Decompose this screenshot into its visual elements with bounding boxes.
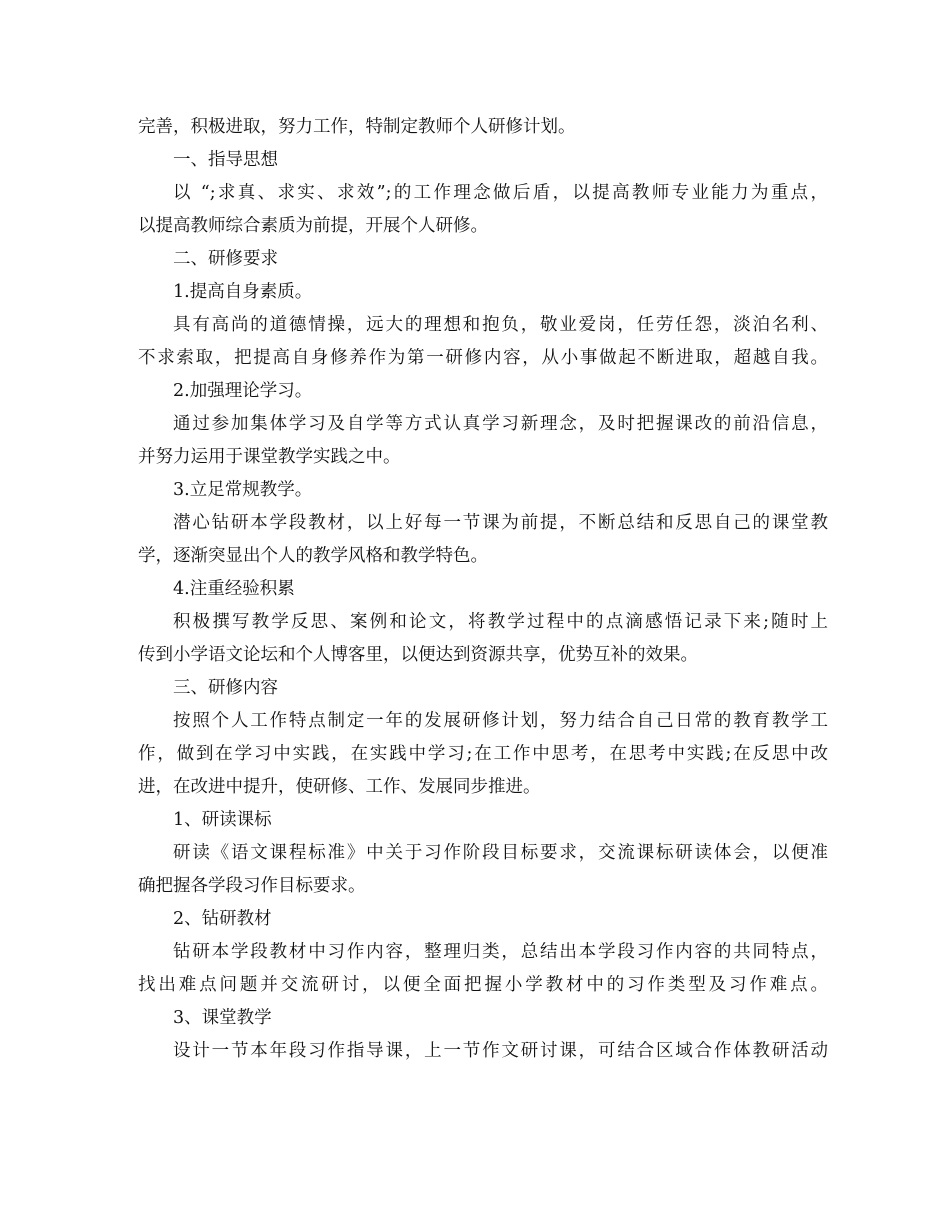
text-line: 1、研读课标: [173, 810, 272, 830]
text-line: 研读《语文课程标准》中关于习作阶段目标要求，交流课标研读体会，以便准: [173, 843, 828, 863]
text-line: 作，做到在学习中实践，在实践中学习;在工作中思考，在思考中实践;在反思中改: [138, 744, 828, 764]
text-line: 进，在改进中提升，使研修、工作、发展同步推进。: [138, 777, 541, 797]
text-line: 4.注重经验积累: [173, 579, 295, 599]
text-line: 以提高教师综合素质为前提，开展个人研修。: [138, 216, 488, 236]
text-line: 3.立足常规教学。: [173, 480, 313, 500]
text-line: 三、研修内容: [173, 678, 278, 698]
text-line: 3、课堂教学: [173, 1008, 272, 1028]
text-line: 2.加强理论学习。: [173, 381, 313, 401]
text-line: 通过参加集体学习及自学等方式认真学习新理念，及时把握课改的前沿信息，: [173, 414, 828, 434]
text-line: 具有高尚的道德情操，远大的理想和抱负，敬业爱岗，任劳任怨，淡泊名利、: [173, 315, 828, 335]
text-line: 积极撰写教学反思、案例和论文，将教学过程中的点滴感悟记录下来;随时上: [173, 612, 828, 632]
text-line: 一、指导思想: [173, 150, 278, 170]
text-line: 二、研修要求: [173, 249, 278, 269]
text-line: 完善，积极进取，努力工作，特制定教师个人研修计划。: [138, 117, 576, 137]
text-line: 找出难点问题并交流研讨，以便全面把握小学教材中的习作类型及习作难点。: [138, 975, 828, 995]
text-line: 以 “;求真、求实、求效”;的工作理念做后盾，以提高教师专业能力为重点，: [173, 183, 828, 203]
text-line: 潜心钻研本学段教材，以上好每一节课为前提，不断总结和反思自己的课堂教: [173, 513, 828, 533]
text-line: 1.提高自身素质。: [173, 282, 313, 302]
document-body: [138, 111, 828, 1068]
text-line: 学，逐渐突显出个人的教学风格和教学特色。: [138, 546, 488, 566]
text-line: 钻研本学段教材中习作内容，整理归类，总结出本学段习作内容的共同特点，: [173, 942, 828, 962]
text-line: 按照个人工作特点制定一年的发展研修计划，努力结合自己日常的教育教学工: [173, 711, 828, 731]
text-line: 确把握各学段习作目标要求。: [138, 876, 366, 896]
text-line: 2、钻研教材: [173, 909, 272, 929]
text-line: 传到小学语文论坛和个人博客里，以便达到资源共享，优势互补的效果。: [138, 645, 698, 665]
text-line: 设计一节本年段习作指导课，上一节作文研讨课，可结合区域合作体教研活动: [173, 1041, 828, 1061]
text-line: 并努力运用于课堂教学实践之中。: [138, 447, 401, 467]
text-line: 不求索取，把提高自身修养作为第一研修内容，从小事做起不断进取，超越自我。: [138, 348, 828, 368]
